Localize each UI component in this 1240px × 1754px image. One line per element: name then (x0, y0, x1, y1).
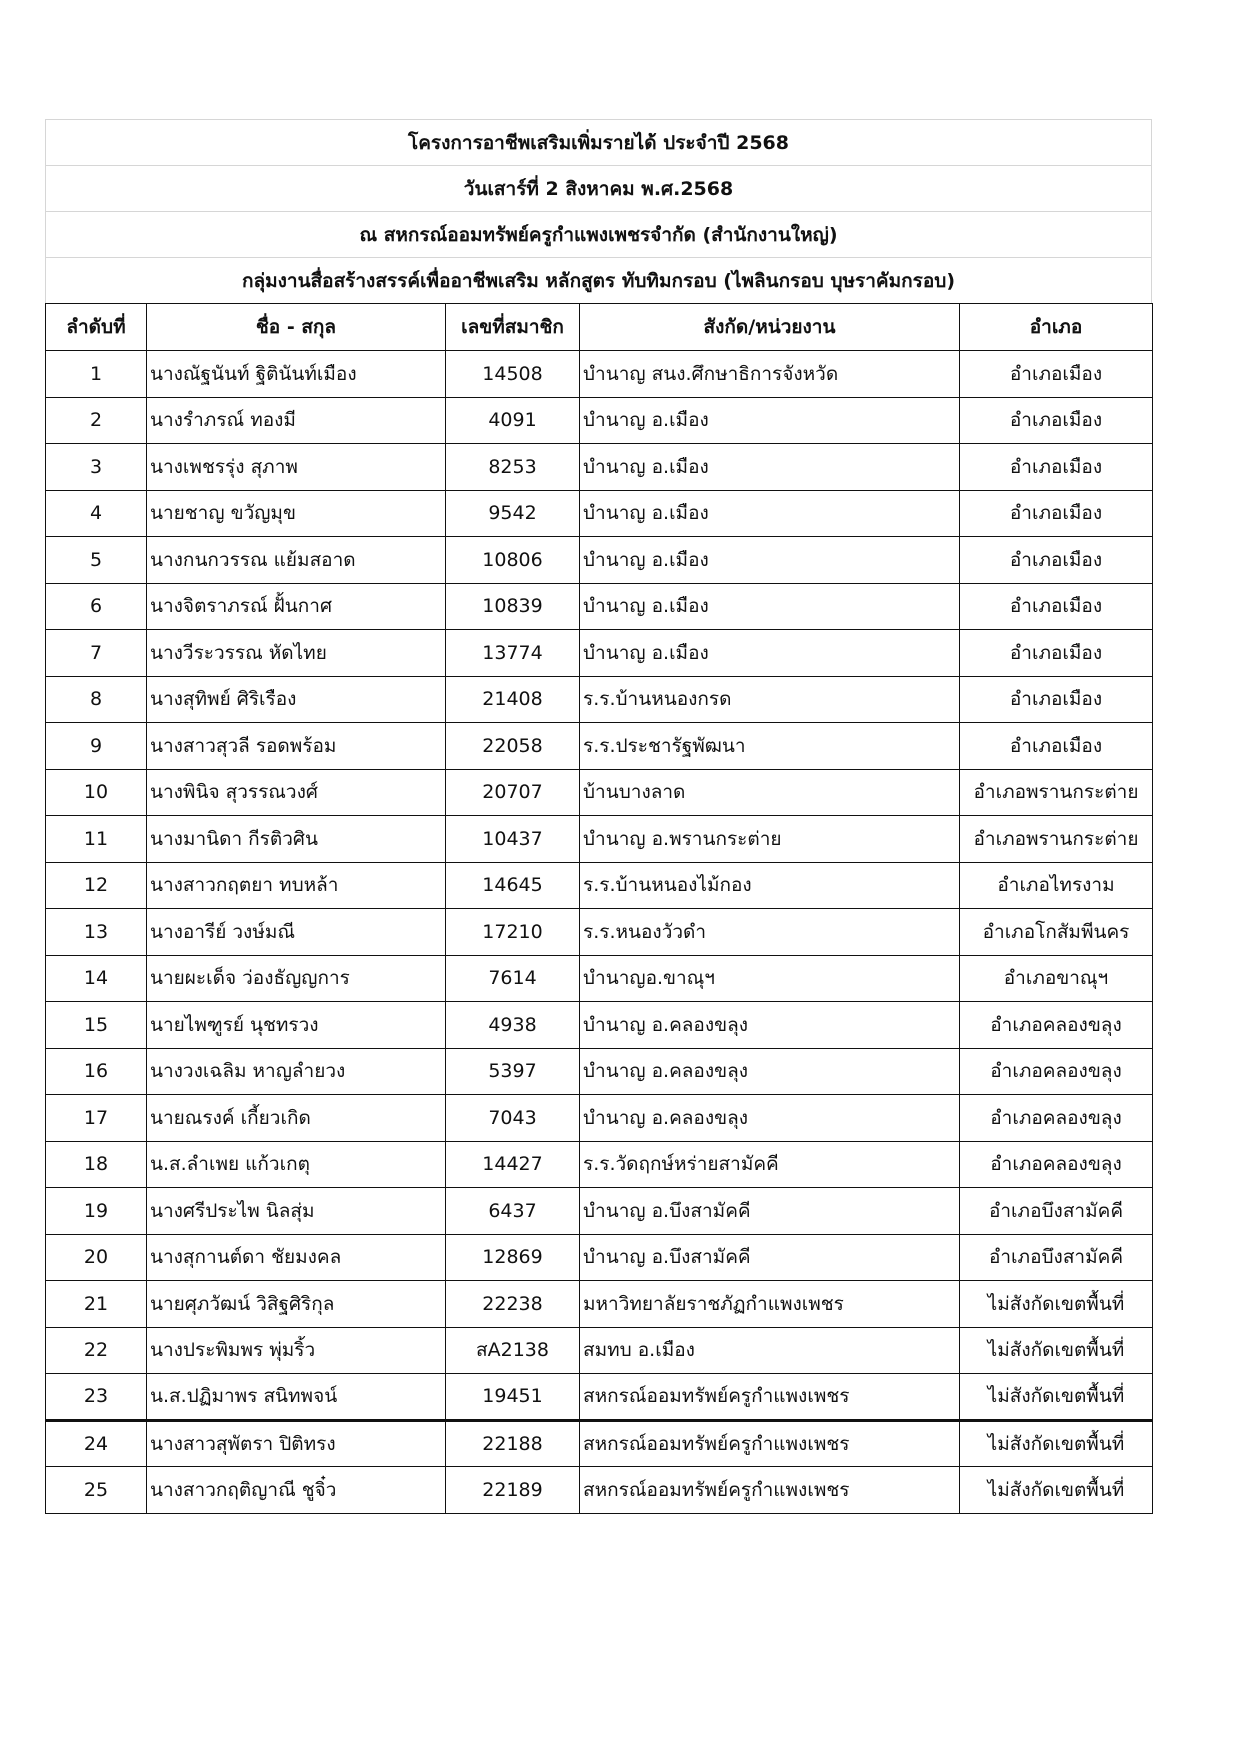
table-row (46, 397, 1153, 444)
row-district: อำเภอขาณุฯ (960, 955, 1153, 1002)
table-row (46, 630, 1153, 677)
row-unit: บำนาญ อ.เมือง (580, 537, 960, 584)
row-member-id: 5397 (446, 1048, 580, 1095)
row-number: 10 (46, 769, 147, 816)
row-name: นางประพิมพร พุ่มริ้ว (147, 1327, 446, 1374)
row-member-id: 19451 (446, 1374, 580, 1421)
row-number: 13 (46, 909, 147, 956)
table-row (46, 1048, 1153, 1095)
row-number: 23 (46, 1374, 147, 1421)
row-unit: ร.ร.บ้านหนองไม้กอง (580, 862, 960, 909)
table-row (46, 816, 1153, 863)
row-member-id: 6437 (446, 1188, 580, 1235)
row-unit: ร.ร.หนองวัวดำ (580, 909, 960, 956)
row-name: นางพินิจ สุวรรณวงศ์ (147, 769, 446, 816)
table-row (46, 723, 1153, 770)
row-name: นายศุภวัฒน์ วิสิฐศิริกุล (147, 1281, 446, 1328)
row-number: 15 (46, 1002, 147, 1049)
participant-table (45, 303, 1153, 1514)
row-unit: บำนาญ อ.พรานกระต่าย (580, 816, 960, 863)
row-number: 9 (46, 723, 147, 770)
table-row (46, 909, 1153, 956)
row-number: 22 (46, 1327, 147, 1374)
row-number: 2 (46, 397, 147, 444)
row-member-id: 13774 (446, 630, 580, 677)
row-unit: ร.ร.วัดฤกษ์หร่ายสามัคคี (580, 1141, 960, 1188)
row-district: อำเภอเมือง (960, 723, 1153, 770)
header-district: อำเภอ (960, 304, 1153, 351)
row-number: 14 (46, 955, 147, 1002)
row-unit: บำนาญ อ.เมือง (580, 444, 960, 491)
row-district: อำเภอเมือง (960, 583, 1153, 630)
row-member-id: สA2138 (446, 1327, 580, 1374)
row-unit: บำนาญ อ.บึงสามัคคี (580, 1234, 960, 1281)
row-district: อำเภอเมือง (960, 397, 1153, 444)
row-member-id: 9542 (446, 490, 580, 537)
row-member-id: 10839 (446, 583, 580, 630)
row-name: นายชาญ ขวัญมุข (147, 490, 446, 537)
row-unit: บำนาญ อ.เมือง (580, 583, 960, 630)
row-number: 3 (46, 444, 147, 491)
row-member-id: 4938 (446, 1002, 580, 1049)
table-row (46, 1374, 1153, 1421)
row-district: อำเภอโกสัมพีนคร (960, 909, 1153, 956)
header-member-id: เลขที่สมาชิก (446, 304, 580, 351)
row-district: อำเภอเมือง (960, 676, 1153, 723)
row-member-id: 4091 (446, 397, 580, 444)
table-row (46, 490, 1153, 537)
row-district: ไม่สังกัดเขตพื้นที่ (960, 1327, 1153, 1374)
table-row (46, 444, 1153, 491)
row-district: อำเภอไทรงาม (960, 862, 1153, 909)
row-district: อำเภอบึงสามัคคี (960, 1234, 1153, 1281)
row-number: 17 (46, 1095, 147, 1142)
row-district: อำเภอเมือง (960, 537, 1153, 584)
row-name: นางวีระวรรณ หัดไทย (147, 630, 446, 677)
table-row (46, 1002, 1153, 1049)
row-name: นายผะเด็จ ว่องธัญญการ (147, 955, 446, 1002)
row-member-id: 7043 (446, 1095, 580, 1142)
row-name: นางณัฐนันท์ ฐิตินันท์เมือง (147, 351, 446, 398)
row-unit: บำนาญ อ.เมือง (580, 397, 960, 444)
row-unit: บำนาญ อ.เมือง (580, 630, 960, 677)
table-row (46, 1141, 1153, 1188)
row-unit: บำนาญ อ.คลองขลุง (580, 1048, 960, 1095)
table-row (46, 955, 1153, 1002)
row-district: อำเภอพรานกระต่าย (960, 769, 1153, 816)
row-name: นางสาวกฤตยา ทบหล้า (147, 862, 446, 909)
row-member-id: 20707 (446, 769, 580, 816)
table-row (46, 769, 1153, 816)
row-district: อำเภอพรานกระต่าย (960, 816, 1153, 863)
row-name: นางสุกานต์ดา ชัยมงคล (147, 1234, 446, 1281)
row-number: 7 (46, 630, 147, 677)
row-district: อำเภอคลองขลุง (960, 1048, 1153, 1095)
table-row (46, 1188, 1153, 1235)
row-member-id: 12869 (446, 1234, 580, 1281)
row-name: นางอารีย์ วงษ์มณี (147, 909, 446, 956)
row-unit: บำนาญ สนง.ศึกษาธิการจังหวัด (580, 351, 960, 398)
table-row (46, 583, 1153, 630)
row-member-id: 22188 (446, 1420, 580, 1467)
row-unit: บ้านบางลาด (580, 769, 960, 816)
row-unit: ร.ร.บ้านหนองกรด (580, 676, 960, 723)
table-row (46, 351, 1153, 398)
row-unit: ร.ร.ประชารัฐพัฒนา (580, 723, 960, 770)
table-row (46, 537, 1153, 584)
row-name: นางรำภรณ์ ทองมี (147, 397, 446, 444)
row-number: 6 (46, 583, 147, 630)
row-number: 16 (46, 1048, 147, 1095)
row-number: 24 (46, 1420, 147, 1467)
row-number: 20 (46, 1234, 147, 1281)
row-unit: บำนาญ อ.คลองขลุง (580, 1095, 960, 1142)
row-unit: บำนาญอ.ขาณุฯ (580, 955, 960, 1002)
row-member-id: 22238 (446, 1281, 580, 1328)
table-row (46, 1327, 1153, 1374)
row-name: น.ส.ปฏิมาพร สนิทพจน์ (147, 1374, 446, 1421)
row-member-id: 21408 (446, 676, 580, 723)
row-member-id: 14427 (446, 1141, 580, 1188)
table-row (46, 1420, 1153, 1467)
row-district: อำเภอเมือง (960, 490, 1153, 537)
row-number: 12 (46, 862, 147, 909)
table-row (46, 1467, 1153, 1514)
table-row (46, 1281, 1153, 1328)
row-district: อำเภอบึงสามัคคี (960, 1188, 1153, 1235)
row-district: ไม่สังกัดเขตพื้นที่ (960, 1281, 1153, 1328)
row-name: น.ส.ลำเพย แก้วเกตุ (147, 1141, 446, 1188)
row-member-id: 22189 (446, 1467, 580, 1514)
row-unit: สมทบ อ.เมือง (580, 1327, 960, 1374)
header-no: ลำดับที่ (46, 304, 147, 351)
table-row (46, 1095, 1153, 1142)
row-name: นางกนกวรรณ แย้มสอาด (147, 537, 446, 584)
row-number: 5 (46, 537, 147, 584)
event-date: วันเสาร์ที่ 2 สิงหาคม พ.ศ.2568 (45, 165, 1152, 211)
row-member-id: 17210 (446, 909, 580, 956)
header-name: ชื่อ - สกุล (147, 304, 446, 351)
row-number: 25 (46, 1467, 147, 1514)
row-name: นางวงเฉลิม หาญลำยวง (147, 1048, 446, 1095)
row-unit: สหกรณ์ออมทรัพย์ครูกำแพงเพชร (580, 1467, 960, 1514)
row-unit: มหาวิทยาลัยราชภัฏกำแพงเพชร (580, 1281, 960, 1328)
row-member-id: 22058 (446, 723, 580, 770)
table-row (46, 1234, 1153, 1281)
document-sheet (45, 119, 1152, 1514)
course-title: กลุ่มงานสื่อสร้างสรรค์เพื่ออาชีพเสริม หลักสูตร ทับทิมกรอบ (ไพลินกรอบ บุษราคัมกรอบ) (45, 257, 1152, 303)
row-district: อำเภอคลองขลุง (960, 1002, 1153, 1049)
row-district: ไม่สังกัดเขตพื้นที่ (960, 1374, 1153, 1421)
row-member-id: 10437 (446, 816, 580, 863)
row-member-id: 8253 (446, 444, 580, 491)
row-number: 11 (46, 816, 147, 863)
table-row (46, 676, 1153, 723)
row-name: นางสุทิพย์ ศิริเรือง (147, 676, 446, 723)
row-unit: บำนาญ อ.บึงสามัคคี (580, 1188, 960, 1235)
table-header-row (46, 304, 1153, 351)
row-name: นางสาวกฤติญาณี ชูจิ๋ว (147, 1467, 446, 1514)
header-unit: สังกัด/หน่วยงาน (580, 304, 960, 351)
row-member-id: 7614 (446, 955, 580, 1002)
row-unit: บำนาญ อ.คลองขลุง (580, 1002, 960, 1049)
row-name: นางมานิดา กีรติวศิน (147, 816, 446, 863)
row-district: ไม่สังกัดเขตพื้นที่ (960, 1420, 1153, 1467)
row-unit: สหกรณ์ออมทรัพย์ครูกำแพงเพชร (580, 1374, 960, 1421)
row-district: อำเภอเมือง (960, 630, 1153, 677)
row-name: นางจิตราภรณ์ ฝั้นกาศ (147, 583, 446, 630)
row-number: 1 (46, 351, 147, 398)
row-name: นายณรงค์ เกี้ยวเกิด (147, 1095, 446, 1142)
row-name: นางสาวสุวลี รอดพร้อม (147, 723, 446, 770)
row-district: อำเภอเมือง (960, 351, 1153, 398)
row-name: นางศรีประไพ นิลสุ่ม (147, 1188, 446, 1235)
row-number: 21 (46, 1281, 147, 1328)
row-number: 18 (46, 1141, 147, 1188)
row-name: นางสาวสุพัตรา ปิติทรง (147, 1420, 446, 1467)
row-district: อำเภอคลองขลุง (960, 1141, 1153, 1188)
row-member-id: 14645 (446, 862, 580, 909)
event-venue: ณ สหกรณ์ออมทรัพย์ครูกำแพงเพชรจำกัด (สำนักงานใหญ่) (45, 211, 1152, 257)
row-member-id: 10806 (446, 537, 580, 584)
row-district: ไม่สังกัดเขตพื้นที่ (960, 1467, 1153, 1514)
row-name: นายไพฑูรย์ นุชทรวง (147, 1002, 446, 1049)
row-number: 19 (46, 1188, 147, 1235)
row-unit: สหกรณ์ออมทรัพย์ครูกำแพงเพชร (580, 1420, 960, 1467)
row-district: อำเภอเมือง (960, 444, 1153, 491)
row-member-id: 14508 (446, 351, 580, 398)
table-row (46, 862, 1153, 909)
row-name: นางเพชรรุ่ง สุภาพ (147, 444, 446, 491)
project-title: โครงการอาชีพเสริมเพิ่มรายได้ ประจำปี 2568 (45, 119, 1152, 165)
row-number: 8 (46, 676, 147, 723)
row-district: อำเภอคลองขลุง (960, 1095, 1153, 1142)
row-unit: บำนาญ อ.เมือง (580, 490, 960, 537)
row-number: 4 (46, 490, 147, 537)
